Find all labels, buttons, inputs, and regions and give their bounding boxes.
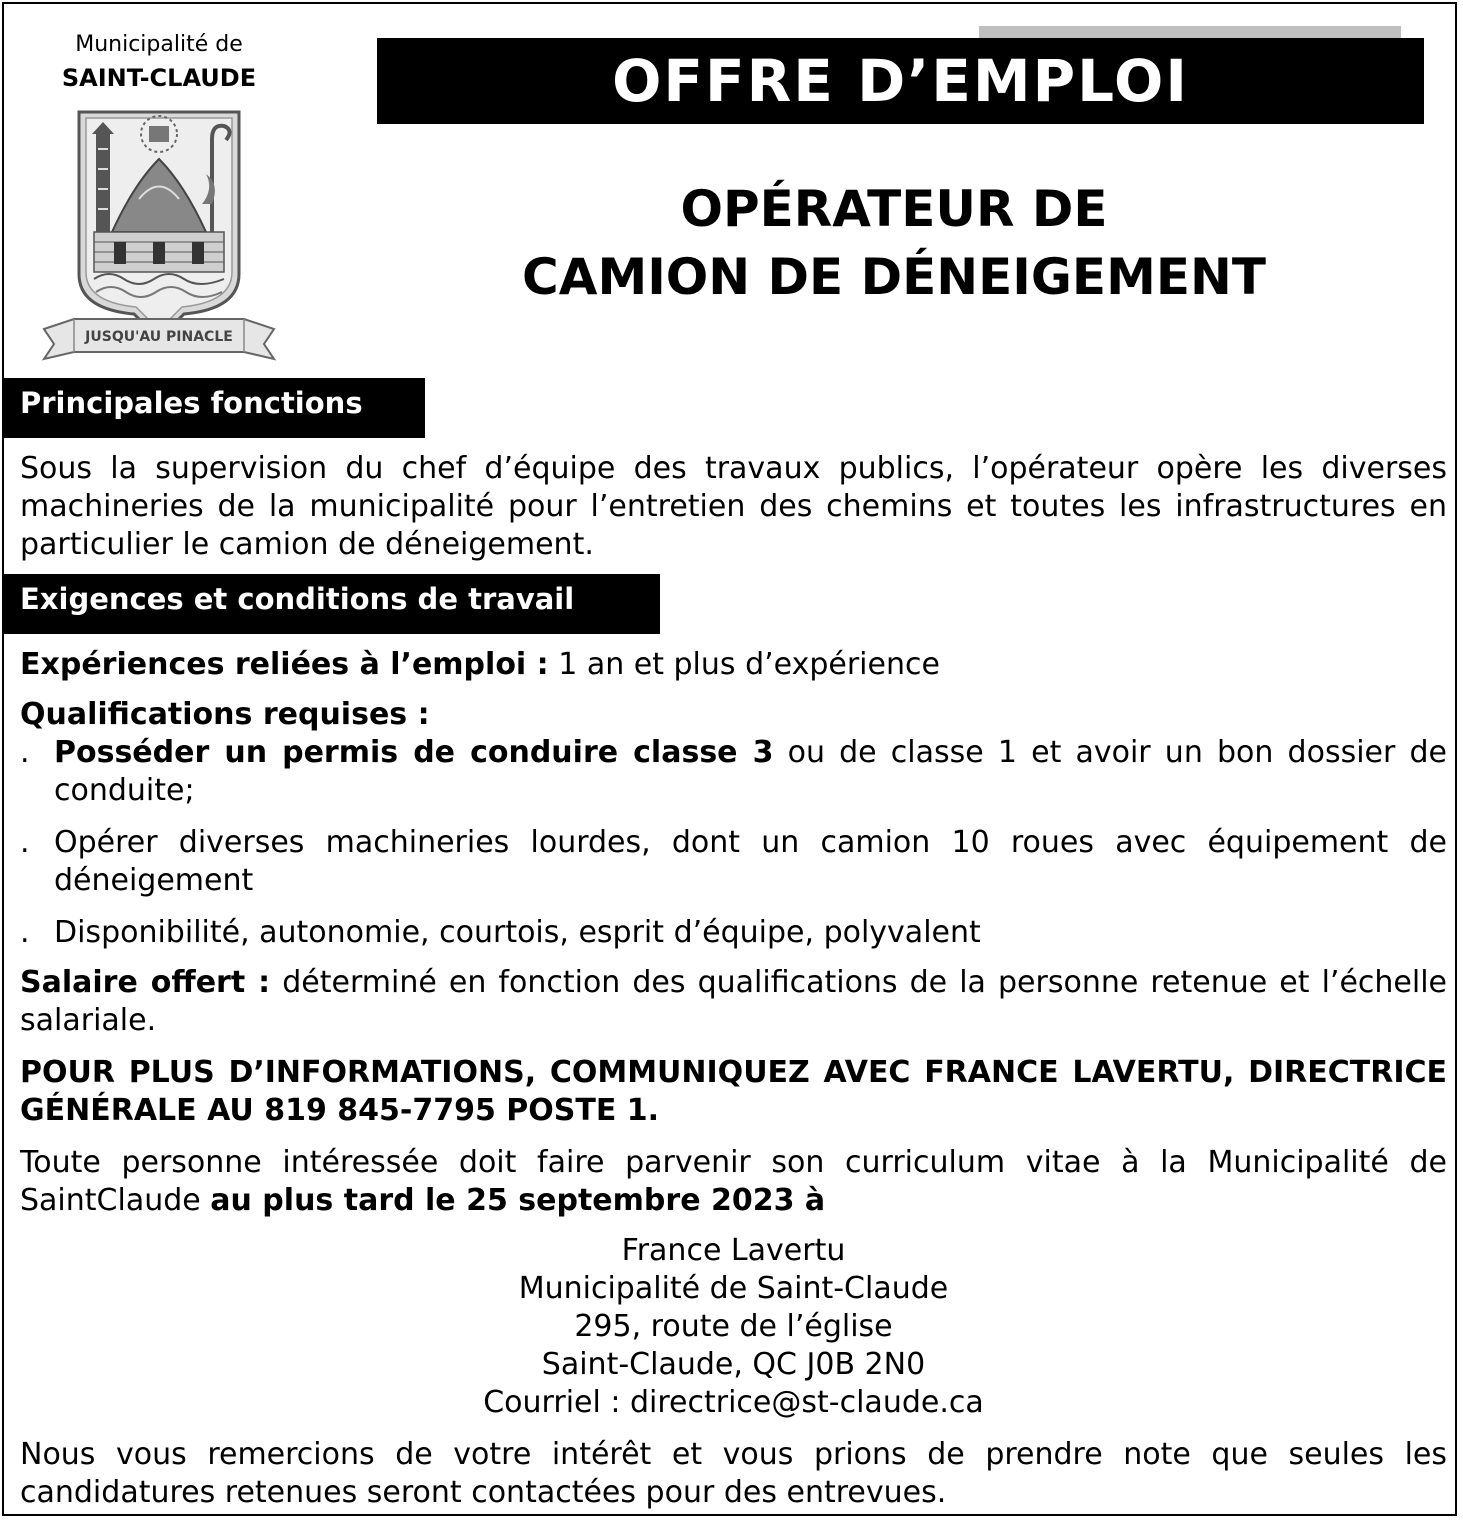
job-title-line2: CAMION DE DÉNEIGEMENT [522,248,1266,306]
job-posting [2,2,1457,1516]
contact-info: POUR PLUS D’INFORMATIONS, COMMUNIQUEZ AVEC FRANCE LAVERTU, DIRECTRICE GÉNÉRALE AU 819 845-7795 POSTE 1. [20,1055,1447,1128]
bullet-marker: . [20,735,30,770]
salary-value: déterminé en fonction des qualifications de la personne retenue et l’échelle salariale. [20,965,1448,1038]
apply-deadline: au plus tard le 25 septembre 2023 à [210,1183,826,1218]
bullet-text: Opérer diverses machineries lourdes, dont un camion 10 roues avec équipement de déneigement [54,825,1447,898]
experience-label: Expériences reliées à l’emploi : [20,647,549,682]
address-street: 295, route de l’église [574,1309,893,1344]
bullet-marker: . [20,825,30,860]
bullet-marker: . [20,915,30,950]
page-title: OFFRE D’EMPLOI [377,38,1424,124]
principal-duties-text: Sous la supervision du chef d’équipe des travaux publics, l’opérateur opère les diverses machineries de la municipalité pour l’entretien des chemins et toutes les infrastructures en particulier le camion de déneigement. [20,451,1447,562]
logo-municipality-name: SAINT-CLAUDE [61,64,257,92]
application-instructions [20,1144,1447,1220]
experience-line [20,646,1447,684]
salary-label: Salaire offert : [20,965,271,1000]
logo-municipality-label: Municipalité de [75,32,243,57]
logo-motto: JUSQU'AU PINACLE [85,329,233,345]
title-shadow-decoration [979,26,1401,38]
address-org: Municipalité de Saint-Claude [518,1271,949,1306]
salary-line [20,964,1447,1040]
qualification-bullet-2 [20,824,1447,900]
qualification-bullet-3 [20,914,1447,952]
bullet-text: ou de classe 1 et avoir un bon dossier de conduite; [54,735,1447,808]
address-name: France Lavertu [621,1233,846,1268]
job-title-line1: OPÉRATEUR DE [680,180,1108,238]
experience-value: 1 an et plus d’expérience [548,647,940,682]
apply-text: Toute personne intéressée doit faire parvenir son curriculum vitae à la Municipalité de SaintClaude [20,1145,1447,1218]
closing-text: Nous vous remercions de votre intérêt et vous prions de prendre note que seules les candidatures retenues seront contactées pour des entrevues. [20,1437,1447,1510]
qualification-bullet-1 [20,734,1447,810]
qualifications-label: Qualifications requises : [20,697,430,732]
coat-of-arms-logo [34,104,284,364]
bullet-text: Disponibilité, autonomie, courtois, esprit d’équipe, polyvalent [54,915,981,950]
bullet-bold-text: Posséder un permis de conduire classe 3 [54,735,774,770]
section-heading-requirements: Exigences et conditions de travail [4,574,660,634]
address-city: Saint-Claude, QC J0B 2N0 [541,1347,926,1382]
section-heading-principal-duties: Principales fonctions [4,378,425,438]
address-email: Courriel : directrice@st-claude.ca [483,1385,984,1420]
